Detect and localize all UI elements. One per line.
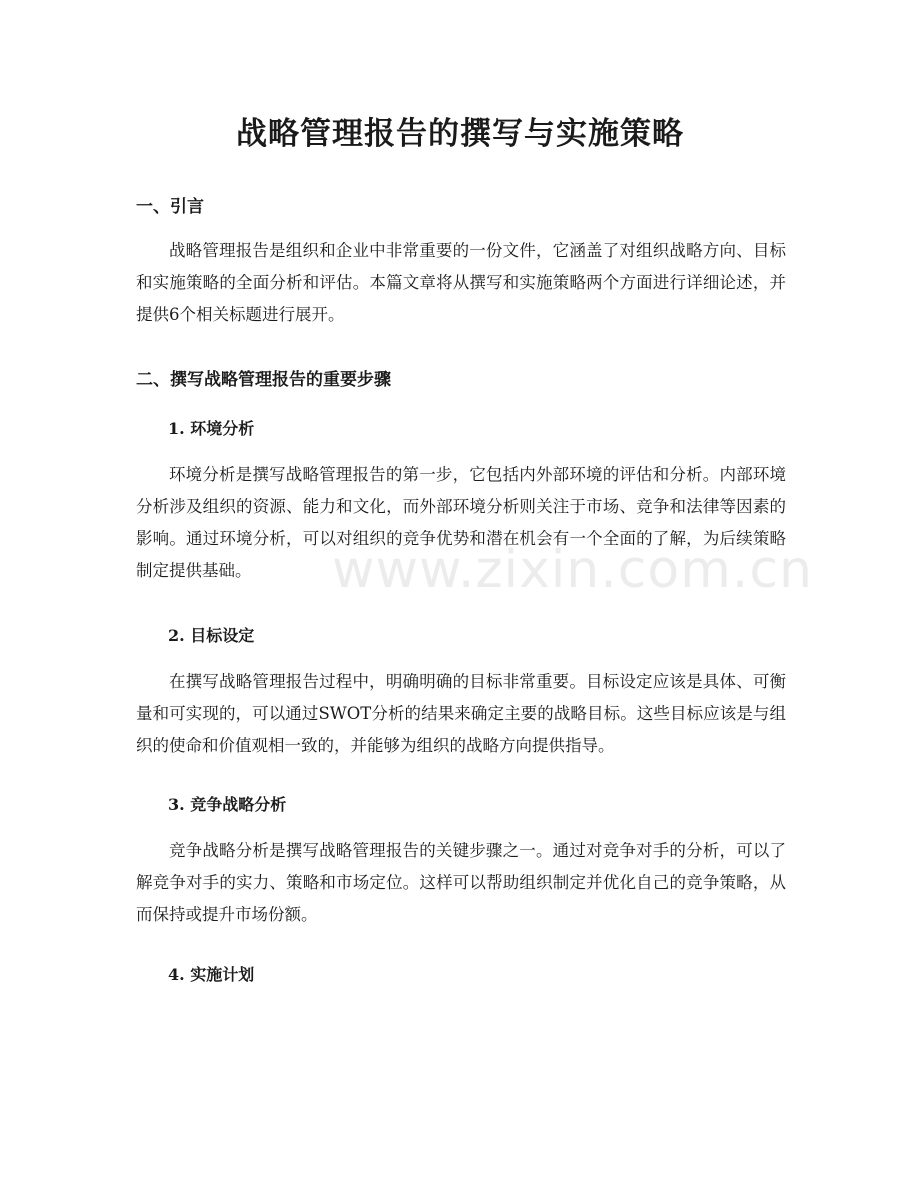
subheading-competitive-strategy: 3. 竞争战略分析 — [168, 795, 287, 814]
environment-analysis-paragraph: 环境分析是撰写战略管理报告的第一步，它包括内外部环境的评估和分析。内部环境分析涉及组织的资源、能力和文化，而外部环境分析则关注于市场、竞争和法律等因素的影响。通过环境分析，可以对组织的竞争优势和潜在机会有一个全面的了解，为后续策略制定提供基础。 — [136, 465, 786, 580]
competitive-strategy-paragraph: 竞争战略分析是撰写战略管理报告的关键步骤之一。通过对竞争对手的分析，可以了解竞争对手的实力、策略和市场定位。这样可以帮助组织制定并优化自己的竞争策略，从而保持或提升市场份额。 — [136, 841, 786, 924]
section-heading-introduction: 一、引言 — [136, 197, 204, 217]
section-heading-steps: 二、撰写战略管理报告的重要步骤 — [136, 370, 391, 390]
document-title: 战略管理报告的撰写与实施策略 — [236, 116, 684, 152]
watermark: www.zixin.com.cn — [332, 540, 813, 600]
goal-setting-paragraph: 在撰写战略管理报告过程中，明确明确的目标非常重要。目标设定应该是具体、可衡量和可实现的，可以通过SWOT分析的结果来确定主要的战略目标。这些目标应该是与组织的使命和价值观相一致的，并能够为组织的战略方向提供指导。 — [136, 672, 786, 755]
subheading-implementation-plan: 4. 实施计划 — [168, 965, 255, 984]
subheading-environment-analysis: 1. 环境分析 — [168, 419, 255, 438]
subheading-goal-setting: 2. 目标设定 — [168, 626, 255, 645]
introduction-paragraph: 战略管理报告是组织和企业中非常重要的一份文件，它涵盖了对组织战略方向、目标和实施策略的全面分析和评估。本篇文章将从撰写和实施策略两个方面进行详细论述，并提供6个相关标题进行展开。 — [136, 241, 786, 324]
